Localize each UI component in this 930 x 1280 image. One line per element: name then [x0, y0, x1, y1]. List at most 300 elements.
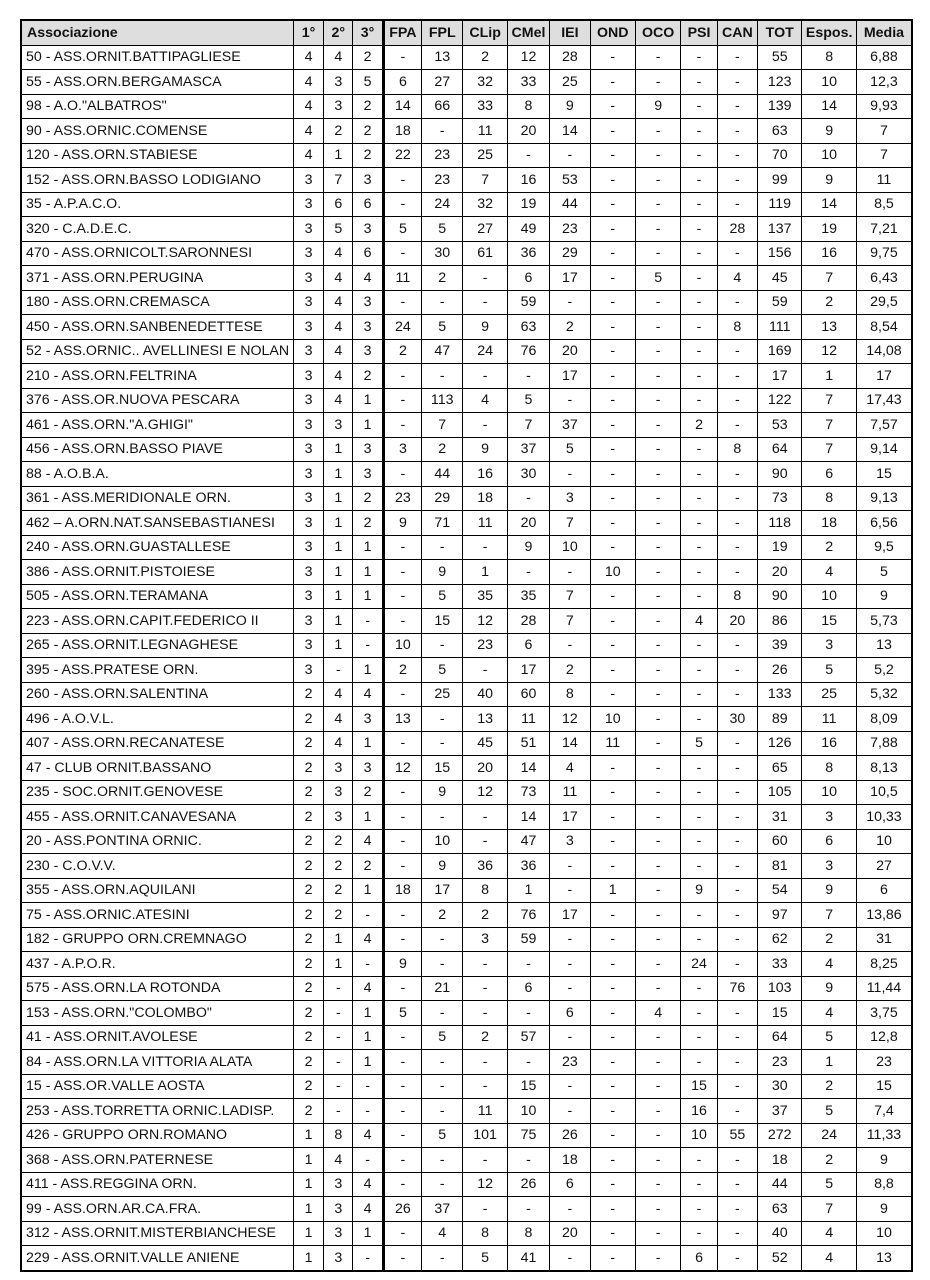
cell-iei: 26: [550, 1123, 590, 1148]
cell-third: 2: [353, 854, 383, 879]
column-header-clip: CLip: [463, 20, 507, 45]
cell-first: 4: [293, 94, 323, 119]
cell-fpa: -: [383, 192, 421, 217]
cell-ond: -: [590, 437, 635, 462]
cell-oco: -: [635, 805, 680, 830]
cell-cmel: -: [507, 1050, 549, 1075]
table-row: [21, 1074, 912, 1099]
cell-first: 2: [293, 1050, 323, 1075]
cell-tot: 54: [758, 878, 802, 903]
cell-iei: 44: [550, 192, 590, 217]
cell-second: 1: [324, 437, 353, 462]
cell-association: 361 - ASS.MERIDIONALE ORN.: [21, 486, 293, 511]
table-row: [21, 976, 912, 1001]
cell-espos: 6: [802, 829, 856, 854]
cell-media: 6,88: [856, 45, 912, 70]
cell-espos: 7: [802, 903, 856, 928]
cell-association: 182 - GRUPPO ORN.CREMNAGO: [21, 927, 293, 952]
cell-media: 9,13: [856, 486, 912, 511]
cell-tot: 272: [758, 1123, 802, 1148]
cell-iei: 37: [550, 413, 590, 438]
cell-ond: -: [590, 70, 635, 95]
cell-can: 4: [717, 266, 757, 291]
cell-association: 407 - ASS.ORN.RECANATESE: [21, 731, 293, 756]
cell-association: 20 - ASS.PONTINA ORNIC.: [21, 829, 293, 854]
cell-third: 4: [353, 1123, 383, 1148]
column-header-oco: OCO: [635, 20, 680, 45]
table-row: [21, 535, 912, 560]
cell-fpl: 113: [422, 388, 463, 413]
table-row: [21, 511, 912, 536]
cell-can: 8: [717, 437, 757, 462]
cell-clip: -: [463, 535, 507, 560]
cell-psi: 15: [681, 1074, 717, 1099]
cell-first: 3: [293, 609, 323, 634]
cell-first: 3: [293, 192, 323, 217]
cell-third: 3: [353, 315, 383, 340]
cell-fpa: 6: [383, 70, 421, 95]
cell-ond: -: [590, 217, 635, 242]
cell-espos: 7: [802, 413, 856, 438]
cell-can: -: [717, 168, 757, 193]
cell-fpl: -: [422, 1050, 463, 1075]
table-row: [21, 805, 912, 830]
column-header-fpa: FPA: [383, 20, 421, 45]
cell-tot: 64: [758, 437, 802, 462]
cell-iei: -: [550, 1246, 590, 1271]
cell-espos: 10: [802, 584, 856, 609]
cell-fpl: 47: [422, 339, 463, 364]
cell-second: 4: [324, 707, 353, 732]
cell-association: 376 - ASS.OR.NUOVA PESCARA: [21, 388, 293, 413]
table-row: [21, 780, 912, 805]
cell-association: 462 – A.ORN.NAT.SANSEBASTIANESI: [21, 511, 293, 536]
cell-psi: -: [681, 927, 717, 952]
cell-espos: 2: [802, 1074, 856, 1099]
cell-media: 8,25: [856, 952, 912, 977]
cell-cmel: 76: [507, 339, 549, 364]
cell-first: 1: [293, 1197, 323, 1222]
cell-association: 50 - ASS.ORNIT.BATTIPAGLIESE: [21, 45, 293, 70]
cell-tot: 111: [758, 315, 802, 340]
cell-association: 371 - ASS.ORN.PERUGINA: [21, 266, 293, 291]
cell-second: 1: [324, 927, 353, 952]
cell-tot: 126: [758, 731, 802, 756]
cell-first: 3: [293, 241, 323, 266]
cell-second: -: [324, 1025, 353, 1050]
cell-psi: -: [681, 976, 717, 1001]
cell-media: 13: [856, 633, 912, 658]
cell-media: 31: [856, 927, 912, 952]
cell-psi: -: [681, 560, 717, 585]
cell-psi: -: [681, 1172, 717, 1197]
cell-ond: -: [590, 119, 635, 144]
cell-third: 1: [353, 560, 383, 585]
cell-fpa: -: [383, 413, 421, 438]
cell-media: 13: [856, 1246, 912, 1271]
cell-iei: 14: [550, 119, 590, 144]
cell-iei: -: [550, 854, 590, 879]
cell-ond: -: [590, 241, 635, 266]
cell-clip: 36: [463, 854, 507, 879]
cell-cmel: 15: [507, 1074, 549, 1099]
cell-cmel: 51: [507, 731, 549, 756]
cell-tot: 99: [758, 168, 802, 193]
cell-oco: -: [635, 756, 680, 781]
cell-espos: 9: [802, 168, 856, 193]
cell-iei: 23: [550, 217, 590, 242]
ranking-table: [20, 19, 913, 1272]
cell-second: 1: [324, 143, 353, 168]
cell-media: 15: [856, 462, 912, 487]
cell-cmel: 20: [507, 511, 549, 536]
cell-cmel: 59: [507, 927, 549, 952]
cell-third: 4: [353, 829, 383, 854]
cell-psi: -: [681, 511, 717, 536]
cell-third: 3: [353, 168, 383, 193]
table-row: [21, 437, 912, 462]
cell-can: -: [717, 462, 757, 487]
cell-first: 1: [293, 1246, 323, 1271]
cell-can: -: [717, 903, 757, 928]
cell-first: 2: [293, 805, 323, 830]
cell-clip: 12: [463, 609, 507, 634]
cell-psi: 9: [681, 878, 717, 903]
cell-clip: 25: [463, 143, 507, 168]
cell-media: 9: [856, 1197, 912, 1222]
cell-cmel: 6: [507, 633, 549, 658]
cell-oco: -: [635, 364, 680, 389]
cell-second: 3: [324, 780, 353, 805]
cell-psi: -: [681, 339, 717, 364]
cell-espos: 3: [802, 854, 856, 879]
cell-tot: 103: [758, 976, 802, 1001]
cell-fpl: 37: [422, 1197, 463, 1222]
cell-first: 2: [293, 1074, 323, 1099]
cell-third: 1: [353, 388, 383, 413]
cell-media: 11,33: [856, 1123, 912, 1148]
cell-cmel: -: [507, 1197, 549, 1222]
cell-first: 3: [293, 388, 323, 413]
cell-cmel: 8: [507, 1221, 549, 1246]
cell-psi: -: [681, 658, 717, 683]
cell-second: 1: [324, 609, 353, 634]
column-header-psi: PSI: [681, 20, 717, 45]
cell-oco: -: [635, 45, 680, 70]
cell-media: 7: [856, 119, 912, 144]
cell-second: 2: [324, 829, 353, 854]
table-row: [21, 707, 912, 732]
cell-espos: 3: [802, 805, 856, 830]
cell-fpa: 9: [383, 952, 421, 977]
cell-iei: 17: [550, 805, 590, 830]
cell-fpl: 66: [422, 94, 463, 119]
cell-ond: -: [590, 1148, 635, 1173]
cell-ond: -: [590, 1025, 635, 1050]
cell-fpl: 2: [422, 266, 463, 291]
cell-association: 411 - ASS.REGGINA ORN.: [21, 1172, 293, 1197]
cell-ond: -: [590, 535, 635, 560]
cell-iei: 12: [550, 707, 590, 732]
cell-can: -: [717, 1221, 757, 1246]
cell-association: 450 - ASS.ORN.SANBENEDETTESE: [21, 315, 293, 340]
cell-iei: 18: [550, 1148, 590, 1173]
table-row: [21, 609, 912, 634]
cell-can: -: [717, 290, 757, 315]
cell-can: -: [717, 486, 757, 511]
cell-ond: -: [590, 315, 635, 340]
cell-clip: 2: [463, 45, 507, 70]
cell-ond: 11: [590, 731, 635, 756]
cell-psi: 10: [681, 1123, 717, 1148]
cell-media: 5,2: [856, 658, 912, 683]
cell-tot: 33: [758, 952, 802, 977]
cell-iei: 28: [550, 45, 590, 70]
cell-fpl: -: [422, 952, 463, 977]
cell-second: 3: [324, 413, 353, 438]
cell-first: 2: [293, 976, 323, 1001]
cell-first: 2: [293, 952, 323, 977]
cell-can: -: [717, 1148, 757, 1173]
table-row: [21, 70, 912, 95]
cell-cmel: 6: [507, 266, 549, 291]
cell-cmel: 6: [507, 976, 549, 1001]
cell-media: 10,5: [856, 780, 912, 805]
cell-clip: -: [463, 976, 507, 1001]
cell-tot: 31: [758, 805, 802, 830]
cell-cmel: -: [507, 1148, 549, 1173]
cell-psi: 24: [681, 952, 717, 977]
cell-fpl: -: [422, 805, 463, 830]
cell-can: -: [717, 45, 757, 70]
cell-clip: 7: [463, 168, 507, 193]
cell-fpl: 2: [422, 437, 463, 462]
cell-first: 2: [293, 731, 323, 756]
cell-iei: -: [550, 952, 590, 977]
cell-fpa: 14: [383, 94, 421, 119]
cell-iei: -: [550, 462, 590, 487]
cell-espos: 2: [802, 927, 856, 952]
cell-oco: -: [635, 1099, 680, 1124]
cell-third: 2: [353, 94, 383, 119]
cell-cmel: 75: [507, 1123, 549, 1148]
cell-third: 3: [353, 462, 383, 487]
cell-fpa: 22: [383, 143, 421, 168]
cell-tot: 122: [758, 388, 802, 413]
cell-tot: 169: [758, 339, 802, 364]
cell-fpl: 5: [422, 217, 463, 242]
cell-tot: 63: [758, 119, 802, 144]
cell-iei: -: [550, 388, 590, 413]
cell-psi: -: [681, 290, 717, 315]
cell-psi: -: [681, 486, 717, 511]
column-header-cmel: CMel: [507, 20, 549, 45]
cell-association: 456 - ASS.ORN.BASSO PIAVE: [21, 437, 293, 462]
cell-first: 3: [293, 560, 323, 585]
cell-clip: 2: [463, 1025, 507, 1050]
cell-first: 3: [293, 266, 323, 291]
cell-cmel: 37: [507, 437, 549, 462]
cell-espos: 8: [802, 45, 856, 70]
cell-fpl: -: [422, 1001, 463, 1026]
cell-association: 240 - ASS.ORN.GUASTALLESE: [21, 535, 293, 560]
table-row: [21, 241, 912, 266]
cell-tot: 118: [758, 511, 802, 536]
cell-psi: -: [681, 462, 717, 487]
cell-media: 12,8: [856, 1025, 912, 1050]
cell-media: 7,88: [856, 731, 912, 756]
cell-fpa: -: [383, 45, 421, 70]
cell-ond: -: [590, 388, 635, 413]
cell-tot: 137: [758, 217, 802, 242]
cell-oco: -: [635, 192, 680, 217]
cell-cmel: 1: [507, 878, 549, 903]
cell-cmel: 41: [507, 1246, 549, 1271]
cell-can: 20: [717, 609, 757, 634]
cell-tot: 26: [758, 658, 802, 683]
cell-espos: 3: [802, 633, 856, 658]
cell-can: -: [717, 780, 757, 805]
cell-media: 7,21: [856, 217, 912, 242]
cell-iei: 10: [550, 535, 590, 560]
cell-first: 2: [293, 829, 323, 854]
cell-ond: -: [590, 339, 635, 364]
cell-iei: -: [550, 1074, 590, 1099]
cell-tot: 81: [758, 854, 802, 879]
table-row: [21, 290, 912, 315]
cell-psi: -: [681, 707, 717, 732]
cell-media: 29,5: [856, 290, 912, 315]
cell-ond: 1: [590, 878, 635, 903]
cell-psi: -: [681, 1001, 717, 1026]
cell-ond: -: [590, 952, 635, 977]
cell-media: 11,44: [856, 976, 912, 1001]
cell-third: 4: [353, 976, 383, 1001]
cell-tot: 40: [758, 1221, 802, 1246]
cell-ond: -: [590, 805, 635, 830]
cell-association: 47 - CLUB ORNIT.BASSANO: [21, 756, 293, 781]
table-row: [21, 584, 912, 609]
cell-can: -: [717, 1074, 757, 1099]
cell-espos: 11: [802, 707, 856, 732]
table-row: [21, 143, 912, 168]
cell-second: -: [324, 1001, 353, 1026]
cell-fpa: 18: [383, 878, 421, 903]
table-row: [21, 829, 912, 854]
cell-iei: 3: [550, 486, 590, 511]
cell-iei: 20: [550, 1221, 590, 1246]
table-row: [21, 1148, 912, 1173]
cell-clip: 27: [463, 217, 507, 242]
cell-association: 253 - ASS.TORRETTA ORNIC.LADISP.: [21, 1099, 293, 1124]
cell-association: 230 - C.O.V.V.: [21, 854, 293, 879]
cell-tot: 139: [758, 94, 802, 119]
cell-tot: 52: [758, 1246, 802, 1271]
cell-third: 2: [353, 364, 383, 389]
table-row: [21, 315, 912, 340]
cell-media: 15: [856, 1074, 912, 1099]
cell-clip: -: [463, 1074, 507, 1099]
cell-clip: 32: [463, 192, 507, 217]
column-header-third: 3°: [353, 20, 383, 45]
cell-ond: 10: [590, 560, 635, 585]
cell-psi: -: [681, 584, 717, 609]
cell-iei: -: [550, 927, 590, 952]
column-header-fpl: FPL: [422, 20, 463, 45]
cell-psi: -: [681, 119, 717, 144]
cell-fpl: 71: [422, 511, 463, 536]
cell-iei: 7: [550, 511, 590, 536]
cell-clip: 40: [463, 682, 507, 707]
cell-espos: 18: [802, 511, 856, 536]
cell-iei: 6: [550, 1172, 590, 1197]
cell-espos: 19: [802, 217, 856, 242]
cell-iei: 2: [550, 315, 590, 340]
cell-media: 8,09: [856, 707, 912, 732]
cell-fpl: -: [422, 119, 463, 144]
cell-association: 98 - A.O."ALBATROS": [21, 94, 293, 119]
table-row: [21, 413, 912, 438]
cell-second: 1: [324, 535, 353, 560]
cell-fpl: -: [422, 364, 463, 389]
cell-ond: -: [590, 1172, 635, 1197]
cell-iei: -: [550, 290, 590, 315]
cell-media: 10,33: [856, 805, 912, 830]
cell-third: 4: [353, 1172, 383, 1197]
cell-espos: 7: [802, 266, 856, 291]
ranking-table-container: [20, 19, 913, 1272]
cell-psi: -: [681, 94, 717, 119]
cell-second: 7: [324, 168, 353, 193]
cell-third: 2: [353, 143, 383, 168]
cell-can: -: [717, 511, 757, 536]
cell-oco: -: [635, 143, 680, 168]
cell-association: 15 - ASS.OR.VALLE AOSTA: [21, 1074, 293, 1099]
cell-fpa: -: [383, 854, 421, 879]
table-row: [21, 633, 912, 658]
cell-fpl: -: [422, 1099, 463, 1124]
cell-media: 9: [856, 1148, 912, 1173]
cell-iei: 14: [550, 731, 590, 756]
cell-third: 4: [353, 266, 383, 291]
cell-ond: -: [590, 658, 635, 683]
cell-second: 3: [324, 1246, 353, 1271]
cell-clip: -: [463, 290, 507, 315]
cell-clip: 9: [463, 437, 507, 462]
cell-psi: -: [681, 829, 717, 854]
cell-espos: 2: [802, 290, 856, 315]
cell-second: 4: [324, 339, 353, 364]
cell-clip: 8: [463, 878, 507, 903]
cell-oco: -: [635, 878, 680, 903]
cell-fpl: 30: [422, 241, 463, 266]
cell-oco: -: [635, 535, 680, 560]
cell-cmel: -: [507, 1001, 549, 1026]
cell-third: 1: [353, 413, 383, 438]
cell-ond: -: [590, 927, 635, 952]
cell-ond: -: [590, 1050, 635, 1075]
cell-iei: -: [550, 1099, 590, 1124]
cell-can: -: [717, 1172, 757, 1197]
cell-oco: -: [635, 1074, 680, 1099]
cell-fpa: -: [383, 584, 421, 609]
cell-can: -: [717, 143, 757, 168]
cell-association: 84 - ASS.ORN.LA VITTORIA ALATA: [21, 1050, 293, 1075]
cell-oco: -: [635, 1025, 680, 1050]
cell-tot: 73: [758, 486, 802, 511]
cell-clip: 20: [463, 756, 507, 781]
cell-tot: 62: [758, 927, 802, 952]
